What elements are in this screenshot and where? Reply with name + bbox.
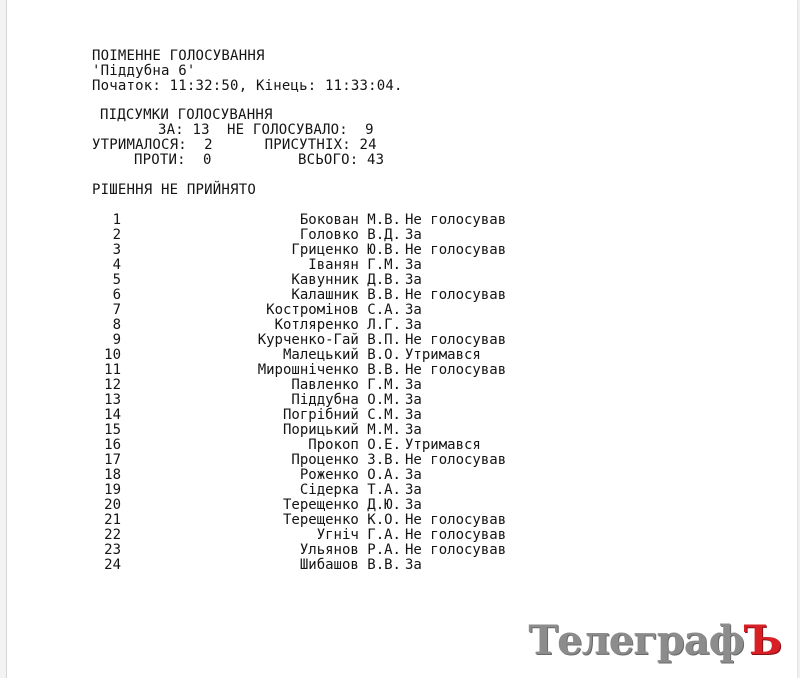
deputy-name: Кавунник Д.В. (291, 272, 401, 288)
deputy-name: Головко В.Д. (299, 227, 401, 243)
vote-result: За (405, 257, 422, 273)
deputy-name: Терещенко К.О. (282, 512, 401, 528)
vote-row (101, 287, 507, 303)
vote-row (101, 527, 507, 543)
vote-row (101, 272, 422, 288)
vote-result: За (405, 317, 422, 333)
row-number: 12 (104, 377, 121, 393)
row-number: 1 (112, 212, 121, 228)
vote-result: Не голосував (405, 542, 507, 558)
row-number: 6 (112, 287, 121, 303)
vote-result: За (405, 482, 422, 498)
vote-row (101, 257, 422, 273)
row-number: 21 (104, 512, 121, 528)
row-number: 23 (104, 542, 121, 558)
vote-result: За (405, 422, 422, 438)
vote-result: Не голосував (405, 362, 507, 378)
document-page (6, 0, 797, 678)
row-number: 5 (112, 272, 121, 288)
deputy-name: Бокован М.В. (299, 212, 401, 228)
logo-text: Телеграф (528, 617, 744, 664)
deputy-name: Погрібний С.М. (282, 407, 401, 423)
vote-result: За (405, 272, 422, 288)
deputy-name: Іванян Г.М. (308, 257, 401, 273)
vote-result: Не голосував (405, 527, 507, 543)
vote-row (101, 377, 422, 393)
deputy-name: Мирошніченко В.В. (257, 362, 401, 378)
row-number: 2 (112, 227, 121, 243)
vote-result: За (405, 227, 422, 243)
vote-row (101, 332, 507, 348)
deputy-name: Прокоп О.Е. (308, 437, 401, 453)
deputy-name: Малецький В.О. (282, 347, 401, 363)
summary-heading: ПІДСУМКИ ГОЛОСУВАННЯ (100, 107, 273, 123)
vote-row (101, 467, 422, 483)
deputy-name: Ульянов Р.А. (299, 542, 401, 558)
deputy-name: Сідерка Т.А. (299, 482, 401, 498)
vote-result: За (405, 377, 422, 393)
deputy-name: Піддубна О.М. (291, 392, 401, 408)
vote-row (101, 392, 422, 408)
row-number: 7 (112, 302, 121, 318)
row-number: 3 (112, 242, 121, 258)
deputy-name: Роженко О.А. (299, 467, 401, 483)
row-number: 10 (104, 347, 121, 363)
logo-accent: Ъ (743, 617, 781, 664)
vote-result: Не голосував (405, 242, 507, 258)
vote-row (101, 317, 422, 333)
deputy-name: Котляренко Л.Г. (274, 317, 401, 333)
vote-result: Утримався (405, 347, 481, 363)
summary-line-1: ЗА: 13 НЕ ГОЛОСУВАЛО: 9 (158, 122, 374, 138)
vote-result: За (405, 407, 422, 423)
vote-row (101, 497, 422, 513)
vote-row (101, 452, 507, 468)
vote-result: За (405, 392, 422, 408)
decision-text: РІШЕННЯ НЕ ПРИЙНЯТО (92, 182, 256, 198)
deputy-name: Шибашов В.В. (299, 557, 401, 573)
vote-row (101, 512, 507, 528)
vote-result: Не голосував (405, 332, 507, 348)
vote-result: Не голосував (405, 512, 507, 528)
row-number: 14 (104, 407, 121, 423)
vote-result: Утримався (405, 437, 481, 453)
deputy-name: Терещенко Д.Ю. (282, 497, 401, 513)
vote-row (101, 542, 507, 558)
summary-line-3: ПРОТИ: 0 ВСЬОГО: 43 (134, 152, 385, 168)
row-number: 4 (112, 257, 121, 273)
vote-row (101, 407, 422, 423)
document-title: ПОІМЕННЕ ГОЛОСУВАННЯ (92, 48, 265, 64)
deputy-name: Гриценко Ю.В. (291, 242, 401, 258)
summary-line-2: УТРИМАЛОСЯ: 2 ПРИСУТНІХ: 24 (92, 137, 377, 153)
vote-result: Не голосував (405, 212, 507, 228)
vote-row (101, 302, 422, 318)
row-number: 22 (104, 527, 121, 543)
row-number: 24 (104, 557, 121, 573)
vote-result: За (405, 557, 422, 573)
telegraf-logo (528, 617, 781, 664)
row-number: 8 (112, 317, 121, 333)
deputy-name: Порицький М.М. (282, 422, 401, 438)
deputy-name: Костромінов С.А. (266, 302, 401, 318)
vote-result: За (405, 497, 422, 513)
deputy-name: Курченко-Гай В.П. (257, 332, 401, 348)
vote-row (101, 422, 422, 438)
vote-time-range: Початок: 11:32:50, Кінець: 11:33:04. (92, 78, 403, 94)
vote-result: За (405, 467, 422, 483)
row-number: 11 (104, 362, 121, 378)
row-number: 15 (104, 422, 121, 438)
vote-subject: 'Піддубна 6' (92, 63, 196, 79)
deputy-name: Калашник В.В. (291, 287, 401, 303)
row-number: 16 (104, 437, 121, 453)
row-number: 19 (104, 482, 121, 498)
deputy-name: Павленко Г.М. (291, 377, 401, 393)
row-number: 20 (104, 497, 121, 513)
deputy-name: Проценко З.В. (291, 452, 401, 468)
vote-row (101, 227, 422, 243)
vote-result: За (405, 302, 422, 318)
vote-row (101, 212, 507, 228)
row-number: 17 (104, 452, 121, 468)
vote-row (101, 557, 422, 573)
vote-row (101, 347, 481, 363)
vote-row (101, 437, 481, 453)
vote-row (101, 242, 507, 258)
row-number: 18 (104, 467, 121, 483)
vote-result: Не голосував (405, 452, 507, 468)
vote-row (101, 482, 422, 498)
vote-result: Не голосував (405, 287, 507, 303)
vote-row (101, 362, 507, 378)
row-number: 13 (104, 392, 121, 408)
row-number: 9 (112, 332, 121, 348)
deputy-name: Угніч Г.А. (316, 527, 401, 543)
